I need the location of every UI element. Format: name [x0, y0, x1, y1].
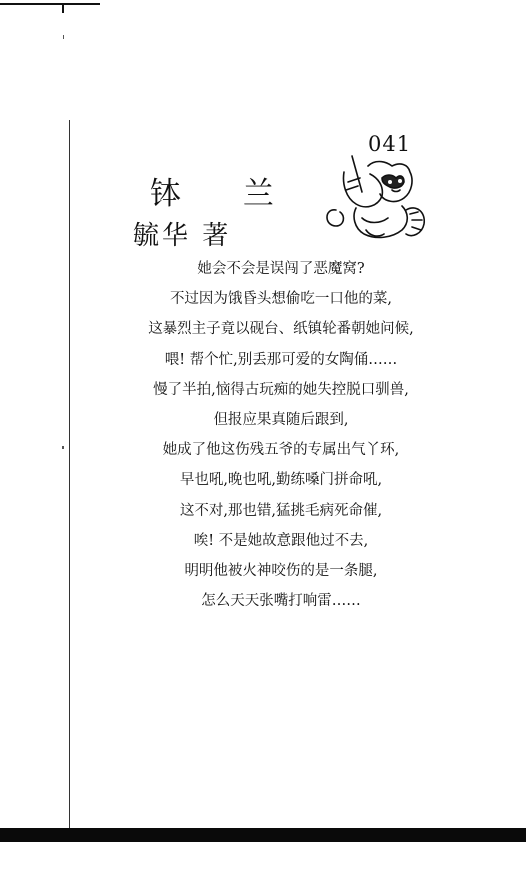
binding-rule [69, 120, 70, 832]
blurb-line: 这不对,那也错,猛挑毛病死命催, [179, 502, 383, 519]
book-title: 钵 兰 [150, 176, 300, 212]
bottom-scan-band [0, 828, 526, 842]
scan-speck [63, 35, 64, 39]
blurb-line: 不过因为饿昏头想偷吃一口他的菜, [169, 291, 393, 308]
blurb-line: 早也吼,晚也吼,勤练嗓门拼命吼, [179, 472, 383, 489]
page-number: 041 [368, 132, 412, 156]
author-line: 毓华 著 [133, 221, 232, 251]
blurb-line: 唉! 不是她故意跟他过不去, [193, 532, 369, 549]
blurb-line: 但报应果真随后跟到, [213, 411, 349, 428]
raccoon-with-fan-illustration [322, 152, 430, 244]
blurb-line: 这暴烈主子竟以砚台、纸镇轮番朝她问候, [148, 321, 414, 338]
blurb-line: 明明他被火神咬伤的是一条腿, [184, 562, 378, 579]
blurb-line: 她成了他这伤残五爷的专属出气丫环, [162, 442, 400, 459]
top-left-tick [62, 3, 64, 13]
book-blurb [76, 254, 486, 616]
blurb-line: 喂! 帮个忙,别丢那可爱的女陶俑…… [164, 351, 398, 368]
blurb-line: 她会不会是误闯了恶魔窝? [197, 261, 365, 277]
blurb-line: 怎么天天张嘴打响雷…… [201, 593, 361, 610]
blurb-line: 慢了半拍,恼得古玩痴的她失控脱口驯兽, [153, 381, 409, 398]
scan-speck [62, 446, 64, 449]
top-left-rule [0, 3, 100, 5]
